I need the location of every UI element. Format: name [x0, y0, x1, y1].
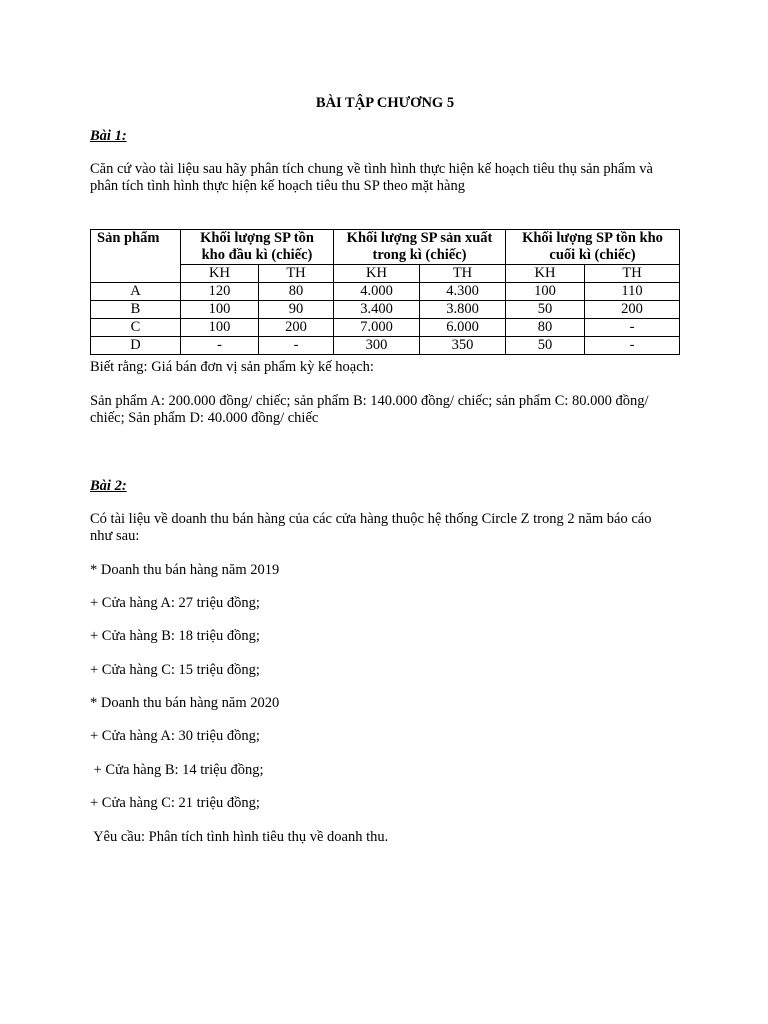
group3-line2: cuối kì (chiếc)	[549, 247, 636, 263]
table-cell: 100	[181, 319, 259, 337]
col-group-closing-stock	[506, 230, 680, 265]
revenue-2019-heading: * Doanh thu bán hàng năm 2019	[90, 562, 280, 578]
sub-header-cell: TH	[420, 265, 506, 283]
price-list	[90, 393, 680, 427]
revenue-2020-store-a: + Cửa hàng A: 30 triệu đồng;	[90, 728, 260, 744]
table-header-row	[91, 230, 680, 265]
table-cell: B	[91, 301, 181, 319]
bai2-intro-line1: Có tài liệu về doanh thu bán hàng của các cửa hàng thuộc hệ thống Circle Z trong 2 năm báo cáo	[90, 511, 652, 527]
table-cell: 200	[585, 301, 680, 319]
table-cell: 50	[506, 337, 585, 355]
bai1-heading: Bài 1:	[90, 128, 127, 144]
table-cell: 120	[181, 283, 259, 301]
table-cell: 300	[334, 337, 420, 355]
group3-line1: Khối lượng SP tồn kho	[522, 230, 663, 246]
group1-line1: Khối lượng SP tồn	[200, 230, 314, 246]
sub-header-cell: KH	[181, 265, 259, 283]
table-cell: -	[585, 319, 680, 337]
revenue-2020-store-c: + Cửa hàng C: 21 triệu đồng;	[90, 795, 260, 811]
table-row	[91, 337, 680, 355]
table-cell: 80	[506, 319, 585, 337]
group2-line2: trong kì (chiếc)	[372, 247, 467, 263]
table-cell: 6.000	[420, 319, 506, 337]
price-note: Biết rằng: Giá bán đơn vị sản phẩm kỳ kế hoạch:	[90, 359, 374, 375]
sub-header-cell: TH	[259, 265, 334, 283]
col-product-header: Sản phẩm	[91, 230, 181, 283]
revenue-2019-store-b: + Cửa hàng B: 18 triệu đồng;	[90, 628, 260, 644]
table-cell: -	[585, 337, 680, 355]
revenue-2020-store-b: + Cửa hàng B: 14 triệu đồng;	[90, 762, 264, 778]
bai1-intro-line1: Căn cứ vào tài liệu sau hãy phân tích chung về tình hình thực hiện kế hoạch tiêu thụ sản phẩm và	[90, 161, 653, 177]
table-row	[91, 319, 680, 337]
group2-line1: Khối lượng SP sản xuất	[346, 230, 493, 246]
col-group-opening-stock	[181, 230, 334, 265]
table-cell: D	[91, 337, 181, 355]
table-cell: A	[91, 283, 181, 301]
revenue-2020-heading: * Doanh thu bán hàng năm 2020	[90, 695, 280, 711]
price-list-line2: chiếc; Sản phẩm D: 40.000 đồng/ chiếc	[90, 410, 319, 426]
group1-line2: kho đầu kì (chiếc)	[201, 247, 313, 263]
document-title: BÀI TẬP CHƯƠNG 5	[315, 95, 455, 111]
bai1-intro-line2: phân tích tình hình thực hiện kế hoạch tiêu thu SP theo mặt hàng	[90, 178, 465, 194]
table-cell: 200	[259, 319, 334, 337]
bai2-intro	[90, 511, 680, 545]
table-row	[91, 301, 680, 319]
bai2-intro-line2: như sau:	[90, 528, 140, 544]
revenue-2019-store-a: + Cửa hàng A: 27 triệu đồng;	[90, 595, 260, 611]
sub-header-cell: KH	[334, 265, 420, 283]
table-cell: 100	[506, 283, 585, 301]
table-cell: 50	[506, 301, 585, 319]
table-cell: 100	[181, 301, 259, 319]
table-cell: -	[181, 337, 259, 355]
table-cell: 90	[259, 301, 334, 319]
requirement: Yêu cầu: Phân tích tình hình tiêu thụ về doanh thu.	[90, 829, 389, 845]
table-cell: -	[259, 337, 334, 355]
revenue-2019-store-c: + Cửa hàng C: 15 triệu đồng;	[90, 662, 260, 678]
table-cell: 80	[259, 283, 334, 301]
table-cell: 4.000	[334, 283, 420, 301]
table-cell: 3.400	[334, 301, 420, 319]
table-cell: 110	[585, 283, 680, 301]
bai1-intro	[90, 161, 680, 195]
sub-header-cell: KH	[506, 265, 585, 283]
table-cell: C	[91, 319, 181, 337]
sub-header-cell: TH	[585, 265, 680, 283]
table-cell: 4.300	[420, 283, 506, 301]
price-list-line1: Sản phẩm A: 200.000 đồng/ chiếc; sản phẩm B: 140.000 đồng/ chiếc; sản phẩm C: 80.000 đồng/	[90, 393, 649, 409]
bai2-heading: Bài 2:	[90, 478, 127, 494]
table-cell: 7.000	[334, 319, 420, 337]
table-cell: 3.800	[420, 301, 506, 319]
col-group-production	[334, 230, 506, 265]
inventory-table	[90, 229, 680, 355]
table-row	[91, 283, 680, 301]
table-cell: 350	[420, 337, 506, 355]
